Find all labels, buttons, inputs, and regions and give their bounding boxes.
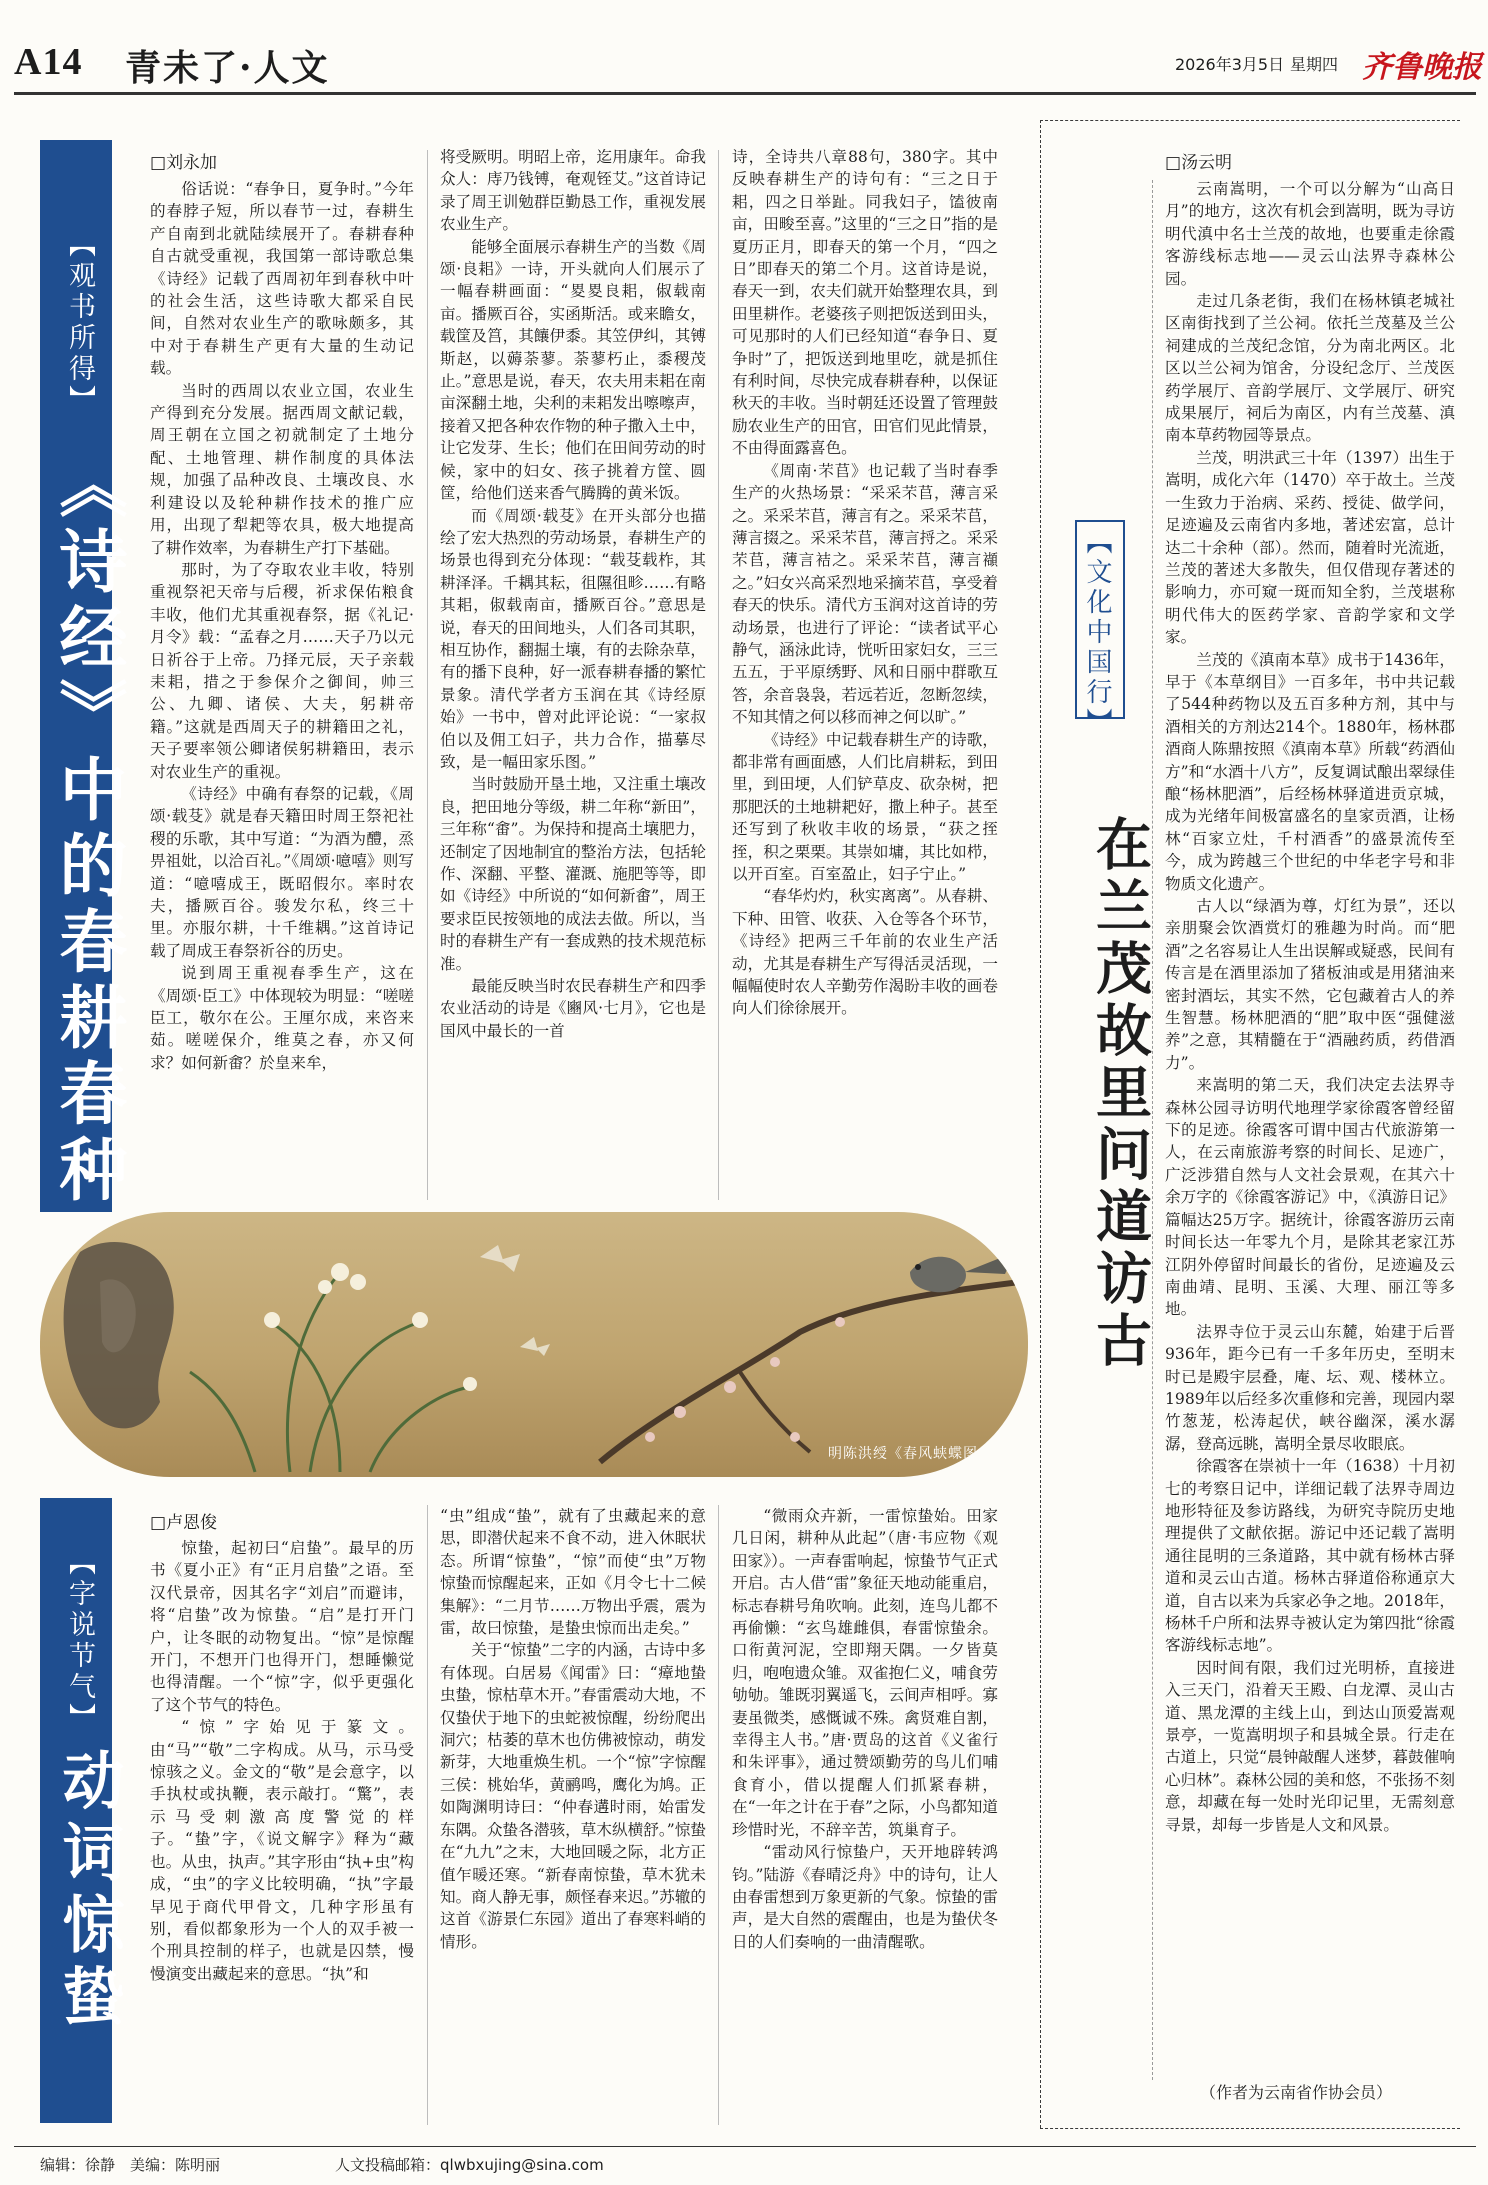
painting-caption: 明陈洪绶《春风蛱蝶图卷》	[828, 1446, 1008, 1462]
paragraph: 来嵩明的第二天，我们决定去法界寺森林公园寻访明代地理学家徐霞客曾经留下的足迹。徐霞客可谓中国古代旅游第一人，在云南旅游考察的时间长、足迹广，广泛涉猎自然与人文社会景观，在其六十余万字的《徐霞客游记》中，《滇游日记》篇幅达25万字。据统计，徐霞客游历云南时间长达一年零九个月，是除其老家江苏江阴外停留时间最长的省份，足迹遍及云南曲靖、昆明、玉溪、大理、丽江等多地。	[1165, 1076, 1455, 1319]
article1-author: □ 刘永加	[150, 148, 217, 173]
paragraph: 当时鼓励开垦土地，又注重土壤改良，把田地分等级，耕二年称“新田”，三年称“畬”。为保持和提高土壤肥力，还制定了因地制宜的整治方法，包括轮作、深翻、平整、灌溉、施肥等等，即如《诗经》中所说的“如何新畬”，周王要求臣民按领地的成法去做。所以，当时的春耕生产有一套成熟的技术规范标准。	[440, 775, 706, 973]
article3-column	[1165, 178, 1455, 2074]
article3-frame-left	[1040, 120, 1041, 2128]
paragraph: 将受厥明。明昭上帝，迄用康年。命我众人：庤乃钱镈，奄观铚艾。”这首诗记录了周王训勉群臣勤恳工作，重视发展农业生产。	[440, 148, 706, 234]
paragraph: 因时间有限，我们过光明桥，直接进入三天门，沿着天王殿、白龙潭、灵山古道、黑龙潭的主线上山，到达山顶爱嵩观景亭，一览嵩明坝子和县城全景。行走在古道上，只觉“晨钟敲醒人迷梦，暮鼓催响心归林”。森林公园的美和悠，不张扬不刻意，却藏在每一处时光印记里，无需刻意寻景，却每一步皆是人文和风景。	[1165, 1658, 1455, 1834]
paragraph: “春华灼灼，秋实离离”。从春耕、下种、田管、收获、入仓等各个环节，《诗经》把两三千年前的农业生产活动，尤其是春耕生产写得活灵活现，一幅幅使时农人辛勤劳作渴盼丰收的画卷向人们徐徐展开。	[732, 887, 998, 1018]
column-divider	[718, 150, 719, 1200]
article2-column-2	[440, 1505, 706, 2127]
section-title: 青未了·人文	[125, 47, 330, 89]
header-rule	[14, 92, 1476, 95]
footer-email: 人文投稿邮箱：qlwbxujing@sina.com	[335, 2156, 604, 2174]
paragraph: “雷动风行惊蛰户，天开地辟转鸿钧。”陆游《春晴泛舟》中的诗句，让人由春雷想到万象更新的气象。惊蛰的雷声，是大自然的震醒由，也是为蛰伏冬日的人们奏响的一曲清醒歌。	[732, 1843, 998, 1951]
footer-editor: 编辑：徐静	[40, 2156, 116, 2174]
paragraph: 关于“惊蛰”二字的内涵，古诗中多有体现。白居易《闻雷》曰：“瘴地蛰虫蛰，惊枯草木开。”春雷震动大地，不仅蛰伏于地下的虫蛇被惊醒，纷纷爬出洞穴；枯萎的草木也仿佛被惊动，萌发新芽，大地重焕生机。一个“惊”字惊醒三侯：桃始华，黄鹂鸣，鹰化为鸠。正如陶渊明诗曰：“仲春遘时雨，始雷发东隅。众蛰各潜骇，草木纵横舒。”惊蛰在“九九”之末，大地回暖之际，北方正值乍暖还寒。“新春南惊蛰，草木犹未知。商人静无事，颇怪春来迟。”苏辙的这首《游景仁东园》道出了春寒料峭的情形。	[440, 1641, 706, 1951]
paragraph: 能够全面展示春耕生产的当数《周颂·良耜》一诗，开头就向人们展示了一幅春耕画面：“畟畟良耜，俶载南亩。播厥百谷，实函斯活。或来瞻女，载筐及筥，其饟伊黍。其笠伊纠，其镈斯赵，以薅荼蓼。荼蓼朽止，黍稷茂止。”意思是说，春天，农夫用耒耜在南亩深翻土地，尖利的耒耜发出嚓嚓声，接着又把各种农作物的种子撒入土中，让它发芽、生长；他们在田间劳动的时候，家中的妇女、孩子挑着方筐、圆筐，给他们送来香气腾腾的黄米饭。	[440, 237, 706, 503]
page-number: A14	[14, 41, 83, 83]
article1-title: 《诗经》中的春耕春种	[48, 450, 128, 1210]
paragraph: 而《周颂·载芟》在开头部分也描绘了宏大热烈的劳动场景，春耕生产的场景也得到充分体现：“载芟载柞，其耕泽泽。千耦其耘，徂隰徂畛……有略其耜，俶载南亩，播厥百谷。”意思是说，春天的田间地头，人们各司其职，相互协作，翻掘土壤，有的去除杂草，有的播下良种，好一派春耕春播的繁忙景象。清代学者方玉润在其《诗经原始》一书中，曾对此评论说：“一家叔伯以及佣工妇子，共力合作，描摹尽致，是一幅田家乐图。”	[440, 506, 706, 771]
paragraph: 徐霞客在崇祯十一年（1638）十月初七的考察日记中，详细记载了法界寺周边地形特征及参访路线，为研究寺院历史地理提供了文献依据。游记中还记载了嵩明通往昆明的三条道路，其中就有杨林古驿道和灵云山古道。杨林古驿道俗称通京大道，自古以来为兵家必争之地。2018年，杨林千户所和法界寺被认定为第四批“徐霞客游线标志地”。	[1165, 1457, 1455, 1655]
article3-title: 在兰茂故里问道访古	[1087, 815, 1153, 1373]
column-divider	[427, 1505, 428, 2125]
paragraph: “惊”字始见于篆文。由“马”“敬”二字构成。从马，示马受惊骇之义。金文的“敬”是会意字，以手执杖或执鞭，表示敲打。“驚”，表示马受刺激高度警觉的样子。“蛰”字，《说文解字》释为“藏也。从虫，执声。”其字形由“执+虫”构成，“虫”的字义比较明确，“执”字最早见于商代甲骨文，几种字形虽有别，看似都象形为一个人的双手被一个刑具控制的样子，也就是囚禁，慢慢演变出藏起来的意思。“执”和	[150, 1718, 414, 1983]
article2-author: □ 卢恩俊	[150, 1508, 217, 1533]
article3-frame-top	[1040, 120, 1460, 121]
paragraph: “微雨众卉新，一雷惊蛰始。田家几日闲，耕种从此起”（唐·韦应物《观田家》）。一声春雷响起，惊蛰节气正式开启。古人借“雷”象征天地动能重启，标志春耕号角吹响。此刻，连鸟儿都不再偷懒：“玄鸟雄雌俱，春雷惊蛰余。口衔黄河泥，空即翔天隅。一夕皆莫归，咆咆遗众雏。双雀抱仁义，哺食劳劬劬。雏既羽翼遥飞，云间声相呼。寡妻虽微类，感慨诚不殊。禽贤难自割，幸得主人书。”唐·贾岛的这首《义雀行和朱评事》，通过赞颂勤劳的鸟儿们哺食育小，借以提醒人们抓紧春耕，在“一年之计在于春”之际，小鸟都知道珍惜时光，不辞辛苦，筑巢育子。	[732, 1507, 998, 1839]
footer-rule	[14, 2146, 1476, 2147]
article1-column-tag: 【观书所得】	[64, 230, 95, 416]
painting-artwork	[40, 1212, 1028, 1477]
article3-column-tag: 【文化中国行】	[1082, 528, 1112, 738]
paragraph: 惊蛰，起初曰“启蛰”。最早的历书《夏小正》有“正月启蛰”之语。至汉代景帝，因其名字“刘启”而避讳，将“启蛰”改为惊蛰。“启”是打开门户，让冬眠的动物复出。“惊”是惊醒开门，不想开门也得开门，想睡懒觉也得清醒。一个“惊”字，似乎更强化了这个节气的特色。	[150, 1539, 414, 1714]
article1-column-3	[732, 146, 998, 1204]
article2-column-3	[732, 1505, 998, 2127]
footer-designer: 美编：陈明丽	[130, 2156, 221, 2174]
paragraph: 《周南·芣苢》也记载了当时春季生产的火热场景：“采采芣苢，薄言采之。采采芣苢，薄言有之。采采芣苢，薄言掇之。采采芣苢，薄言捋之。采采芣苢，薄言袺之。采采芣苢，薄言襭之。”妇女兴高采烈地采摘芣苢，享受着春天的快乐。清代方玉润对这首诗的劳动场景，也进行了评论：“读者试平心静气，涵泳此诗，恍听田家妇女，三三五五，于平原绣野、风和日丽中群歌互答，余音袅袅，若远若近，忽断忽续，不知其情之何以移而神之何以旷。”	[732, 461, 998, 727]
paragraph: 诗，全诗共八章88句，380字。其中反映春耕生产的诗句有：“三之日于耜，四之日举趾。同我妇子，馌彼南亩，田畯至喜。”这里的“三之日”指的是夏历正月，即春天的第一个月，“四之日”即春天的第二个月。这首诗是说，春天一到，农夫们就开始整理农具，到田里耕作。老婆孩子则把饭送到田头，可见那时的人们已经知道“春争日、夏争时”了，把饭送到地里吃，就是抓住有利时间，尽快完成春耕春种，以保证秋天的丰收。当时朝廷还设置了管理鼓励农业生产的田官，田官们见此情景，不由得面露喜色。	[732, 148, 998, 458]
paragraph: 云南嵩明，一个可以分解为“山高日月”的地方，这次有机会到嵩明，既为寻访明代滇中名士兰茂的故地，也要重走徐霞客游线标志地——灵云山法界寺森林公园。	[1165, 180, 1455, 288]
paragraph: 《诗经》中确有春祭的记载，《周颂·载芟》就是春天籍田时周王祭祀社稷的乐歌，其中写道：“为酒为醴，烝畀祖妣，以洽百礼。”《周颂·噫嘻》则写道：“噫嘻成王，既昭假尔。率时农夫，播厥百谷。骏发尔私，终三十里。亦服尔耕，十千维耦。”这首诗记载了周成王春祭祈谷的历史。	[150, 784, 414, 960]
paragraph: 法界寺位于灵云山东麓，始建于后晋936年，距今已有一千多年历史，至明末时已是殿宇层叠，庵、坛、观、楼林立。1989年以后经多次重修和完善，现园内翠竹葱茏，松涛起伏，峡谷幽深，溪水潺潺，登高远眺，嵩明全景尽收眼底。	[1165, 1322, 1455, 1453]
paragraph: “虫”组成“蛰”，就有了虫藏起来的意思，即潜伏起来不食不动，进入休眠状态。所谓“惊蛰”，“惊”而使“虫”万物惊蛰而惊醒起来，正如《月令七十二候集解》：“二月节……万物出乎震，震为雷，故曰惊蛰，是蛰虫惊而出走矣。”	[440, 1507, 706, 1638]
paragraph: 俗话说：“春争日，夏争时。”今年的春脖子短，所以春节一过，春耕生产自南到北就陆续展开了。春耕春种自古就受重视，我国第一部诗歌总集《诗经》记载了西周初年到春秋中叶的社会生活，这些诗歌大都采自民间，自然对农业生产的歌咏颇多，其中对于春耕生产更有大量的生动记载。	[150, 180, 414, 378]
article2-column-tag: 【字说节气】	[64, 1548, 95, 1734]
article3-author: □ 汤云明	[1165, 148, 1232, 173]
article2-title: 动词惊蛰	[52, 1748, 125, 2036]
paragraph: 那时，为了夺取农业丰收，特别重视祭祀天帝与后稷，祈求保佑粮食丰收，他们尤其重视春祭，据《礼记·月令》载：“孟春之月……天子乃以元日祈谷于上帝。乃择元辰，天子亲载耒耜，措之于参保介之御间，帅三公、九卿、诸侯、大夫，躬耕帝籍。”这就是西周天子的耕籍田之礼，天子要率领公卿诸侯躬耕籍田，表示对农业生产的重视。	[150, 560, 414, 781]
article1-title-band	[40, 140, 128, 1212]
issue-weekday: 星期四	[1290, 55, 1339, 74]
paragraph: 当时的西周以农业立国，农业生产得到充分发展。据西周文献记载，周王朝在立国之初就制定了土地分配、土地管理、耕作制度的具体法规，加强了品种改良、土壤改良、水利建设以及轮种耕作技术的推广应用，出现了犁耙等农具，极大地提高了耕作效率，为春耕生产打下基础。	[150, 381, 414, 557]
paragraph: 《诗经》中记载春耕生产的诗歌，都非常有画面感，人们比肩耕耘，到田里，到田埂，人们铲草皮、砍杂树，把那肥沃的土地耕耙好，撒上种子。甚至还写到了秋收丰收的场景，“获之挃挃，积之栗栗。其崇如墉，其比如栉，以开百室。百室盈止，妇子宁止。”	[732, 730, 998, 883]
article1-column-2	[440, 146, 706, 1204]
paragraph: 古人以“绿酒为尊，灯红为景”，还以亲朋聚会饮酒赏灯的雅趣为时尚。而“肥酒”之名容易让人生出误解或疑惑，民间有传言是在酒里添加了猪板油或是用猪油来密封酒坛，其实不然，它包藏着古人的养生智慧。杨林肥酒的“肥”取中医“强健滋养”之意，其精髓在于“酒融药质，药借酒力”。	[1165, 897, 1455, 1072]
paragraph: 最能反映当时农民春耕生产和四季农业活动的诗是《豳风·七月》，它也是国风中最长的一首	[440, 977, 706, 1040]
article3-byline: （作者为云南省作协会员）	[1200, 2083, 1393, 2102]
article3-frame-bottom	[1040, 2128, 1460, 2129]
painting-image	[40, 1212, 1028, 1477]
article1-column-1	[150, 178, 414, 1204]
article2-column-1	[150, 1537, 414, 2127]
paragraph: 走过几条老街，我们在杨林镇老城社区南街找到了兰公祠。依托兰茂墓及兰公祠建成的兰茂纪念馆，分为南北两区。北区以兰公祠为馆舍，分设纪念厅、兰茂医药学展厅、音韵学展厅、文学展厅、研究成果展厅，祠后为南区，内有兰茂墓、滇南本草药物园等景点。	[1165, 292, 1455, 445]
article2-title-band	[40, 1498, 125, 2123]
issue-date: 2026年3月5日	[1175, 55, 1285, 74]
paragraph: 兰茂，明洪武三十年（1397）出生于嵩明，成化六年（1470）卒于故土。兰茂一生致力于治病、采药、授徒、做学问，足迹遍及云南省内多地，著述宏富，总计达二十余种（部）。然而，随着时光流逝，兰茂的著述大多散失，但仅借现存著述的影响力，亦可窥一斑而知全豹，兰茂堪称明代伟大的医药学家、音韵学家和文学家。	[1165, 448, 1455, 647]
column-divider	[427, 150, 428, 1200]
newspaper-logo: 齐鲁晚报	[1362, 50, 1482, 85]
column-divider	[718, 1505, 719, 2125]
paragraph: 兰茂的《滇南本草》成书于1436年，早于《本草纲目》一百多年，书中共记载了544种药物以及五百多种方剂，其中与酒相关的方剂达214个。1880年，杨林郡酒商人陈鼎按照《滇南本草》所载“药酒仙方”和“水酒十八方”，反复调试酿出翠绿佳酿“杨林肥酒”，后经杨林驿道进贡京城，成为光绪年间极富盛名的皇家贡酒，让杨林“百家立灶，千村酒香”的盛景流传至今，成为跨越三个世纪的中华老字号和非物质文化遗产。	[1165, 650, 1455, 893]
paragraph: 说到周王重视春季生产，这在《周颂·臣工》中体现较为明显：“嗟嗟臣工，敬尔在公。王厘尔成，来咨来茹。嗟嗟保介，维莫之春，亦又何求？如何新畬？於皇来牟，	[150, 964, 414, 1072]
